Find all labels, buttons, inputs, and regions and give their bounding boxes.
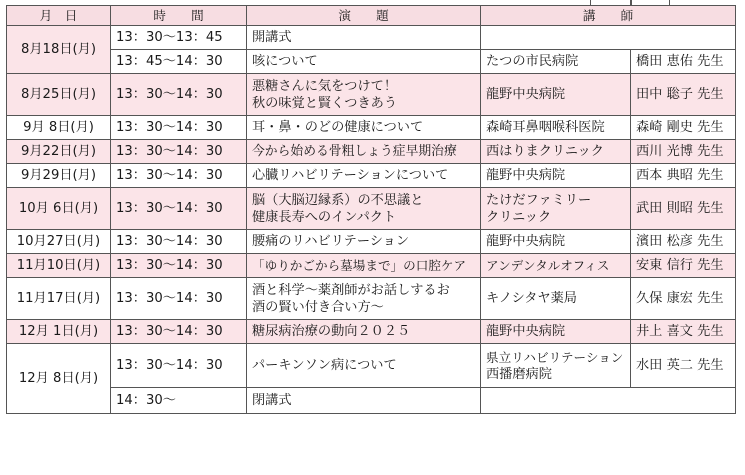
title-cell: 耳・鼻・のどの健康について (247, 116, 481, 140)
hospital-cell: 龍野中央病院 (481, 320, 631, 344)
date-cell: 9月 8日(月) (7, 116, 111, 140)
time-cell: 13：30～14：30 (111, 164, 247, 188)
title-cell: 今から始める骨粗しょう症早期治療 (247, 140, 481, 164)
lecture-schedule-table (6, 5, 736, 414)
date-cell: 11月10日(月) (7, 254, 111, 278)
title-cell: パーキンソン病について (247, 344, 481, 388)
hospital-cell: たつの市民病院 (481, 50, 631, 74)
hospital-cell: アンデンタルオフィス (481, 254, 631, 278)
title-cell: 開講式 (247, 26, 481, 50)
date-cell: 10月27日(月) (7, 230, 111, 254)
date-cell: 12月 8日(月) (7, 344, 111, 414)
hospital-cell (481, 344, 631, 388)
title-cell: 閉講式 (247, 388, 481, 414)
time-cell: 13：30～14：30 (111, 344, 247, 388)
lecturer-cell: 田中 聡子 先生 (631, 74, 736, 116)
lecturer-cell: 井上 喜文 先生 (631, 320, 736, 344)
table-row (7, 344, 736, 388)
date-cell: 9月29日(月) (7, 164, 111, 188)
table-row (7, 74, 736, 116)
hospital-cell: 龍野中央病院 (481, 164, 631, 188)
title-cell (247, 188, 481, 230)
table-row (7, 164, 736, 188)
time-cell: 13：30～14：30 (111, 188, 247, 230)
header-time: 時 間 (111, 6, 247, 26)
date-cell: 8月25日(月) (7, 74, 111, 116)
hospital-line: クリニック (486, 209, 552, 225)
time-cell: 13：30～14：30 (111, 116, 247, 140)
time-cell: 13：30～14：30 (111, 230, 247, 254)
hospital-cell: 龍野中央病院 (481, 230, 631, 254)
hospital-cell: 森崎耳鼻咽喉科医院 (481, 116, 631, 140)
time-cell: 13：30～14：30 (111, 320, 247, 344)
hospital-cell: 龍野中央病院 (481, 74, 631, 116)
title-cell (247, 278, 481, 320)
lecturer-cell: 森崎 剛史 先生 (631, 116, 736, 140)
hospital-cell: 西はりまクリニック (481, 140, 631, 164)
table-row (7, 278, 736, 320)
date-cell: 9月22日(月) (7, 140, 111, 164)
lecturer-cell: 西本 典昭 先生 (631, 164, 736, 188)
title-cell: 心臓リハビリテーションについて (247, 164, 481, 188)
table-row (7, 254, 736, 278)
date-cell: 10月 6日(月) (7, 188, 111, 230)
title-cell: 腰痛のリハビリテーション (247, 230, 481, 254)
time-cell: 13：30～14：30 (111, 74, 247, 116)
lecturer-cell: 安東 信行 先生 (631, 254, 736, 278)
lecturer-cell: 水田 英二 先生 (631, 344, 736, 388)
title-line: 脳（大脳辺縁系）の不思議と (252, 192, 424, 208)
lecturer-cell-empty (481, 26, 736, 50)
title-line: 酒と科学～薬剤師がお話しするお (252, 282, 450, 298)
time-cell: 13：30～14：30 (111, 140, 247, 164)
title-line: 健康長寿へのインパクト (252, 209, 397, 225)
title-line: 秋の味覚と賢くつきあう (252, 95, 398, 111)
time-cell: 13：30～14：30 (111, 254, 247, 278)
header-row (7, 6, 736, 26)
hospital-cell (481, 188, 631, 230)
lecturer-cell: 武田 則昭 先生 (631, 188, 736, 230)
hospital-line: たけだファミリー (486, 192, 592, 208)
table-row (7, 140, 736, 164)
time-cell: 13：30～14：30 (111, 278, 247, 320)
title-cell: 糖尿病治療の動向２０２５ (247, 320, 481, 344)
time-cell: 13：30～13：45 (111, 26, 247, 50)
title-cell (247, 74, 481, 116)
lecturer-cell: 久保 康宏 先生 (631, 278, 736, 320)
table-row (7, 50, 736, 74)
lecturer-cell: 濱田 松彦 先生 (631, 230, 736, 254)
lecturer-cell: 橋田 恵佑 先生 (631, 50, 736, 74)
header-title: 演 題 (247, 6, 481, 26)
header-date: 月 日 (7, 6, 111, 26)
table-row (7, 230, 736, 254)
header-lecturer: 講 師 (481, 6, 736, 26)
title-line: 悪糖さんに気をつけて！ (252, 78, 398, 94)
table-row (7, 320, 736, 344)
title-cell: 咳について (247, 50, 481, 74)
lecturer-cell: 西川 光博 先生 (631, 140, 736, 164)
table-row (7, 26, 736, 50)
table-row (7, 116, 736, 140)
table-row (7, 388, 736, 414)
time-cell: 14：30～ (111, 388, 247, 414)
title-line: 酒の賢い付き合い方～ (252, 299, 384, 315)
date-cell: 12月 1日(月) (7, 320, 111, 344)
hospital-line: 西播磨病院 (486, 366, 552, 382)
hospital-line: 県立リハビリテーション (486, 349, 624, 365)
date-cell: 8月18日(月) (7, 26, 111, 74)
time-cell: 13：45～14：30 (111, 50, 247, 74)
lecturer-cell-empty (481, 388, 736, 414)
hospital-cell: キノシタヤ薬局 (481, 278, 631, 320)
title-cell: 「ゆりかごから墓場まで」の口腔ケア (247, 254, 481, 278)
date-cell: 11月17日(月) (7, 278, 111, 320)
table-row (7, 188, 736, 230)
